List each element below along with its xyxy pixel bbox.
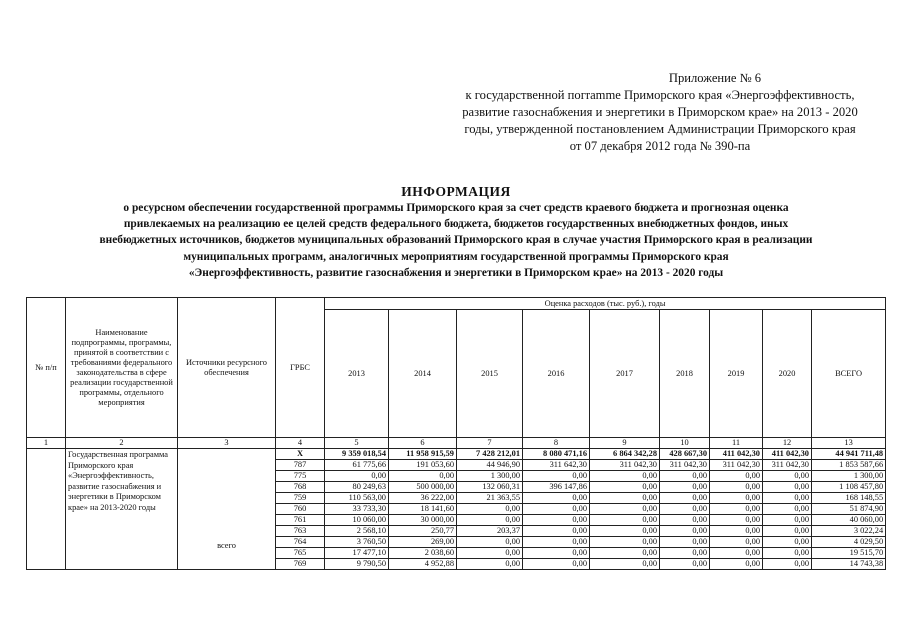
grbs-cell: 759 <box>276 493 325 504</box>
value-cell: 0,00 <box>590 471 660 482</box>
grbs-cell: 787 <box>276 460 325 471</box>
header-year: 2013 <box>325 310 389 438</box>
value-cell: 411 042,30 <box>763 449 812 460</box>
value-cell: 44 946,90 <box>457 460 523 471</box>
value-cell: 0,00 <box>710 471 763 482</box>
value-cell: 0,00 <box>457 559 523 570</box>
value-cell: 1 300,00 <box>457 471 523 482</box>
value-cell: 17 477,10 <box>325 548 389 559</box>
value-cell: 4 952,88 <box>389 559 457 570</box>
column-number: 10 <box>660 438 710 449</box>
value-cell: 0,00 <box>590 493 660 504</box>
appendix-line: развитие газоснабжения и энергетики в Приморском крае» на 2013 - 2020 <box>462 105 858 119</box>
value-cell: 0,00 <box>763 504 812 515</box>
value-cell: 0,00 <box>763 559 812 570</box>
value-cell: 3 760,50 <box>325 537 389 548</box>
value-cell: 0,00 <box>660 559 710 570</box>
value-cell: 0,00 <box>710 515 763 526</box>
source-label: всего <box>178 449 276 570</box>
header-name: Наименование подпрограммы, программы, принятой в соответствии с требованиями федерального законодательства в сфере реализации государственной программы, отдельного мероприятия <box>66 298 178 438</box>
column-number: 7 <box>457 438 523 449</box>
total-cell: 1 108 457,80 <box>812 482 886 493</box>
total-cell: 44 941 711,48 <box>812 449 886 460</box>
header-year: 2020 <box>763 310 812 438</box>
value-cell: 11 958 915,59 <box>389 449 457 460</box>
appendix-line: от 07 декабря 2012 года № 390-па <box>569 139 751 153</box>
resource-table <box>26 297 886 570</box>
value-cell: 9 790,50 <box>325 559 389 570</box>
value-cell: 311 042,30 <box>660 460 710 471</box>
value-cell: 0,00 <box>590 515 660 526</box>
header-year: 2017 <box>590 310 660 438</box>
value-cell: 0,00 <box>523 559 590 570</box>
value-cell: 10 060,00 <box>325 515 389 526</box>
total-cell: 1 853 587,66 <box>812 460 886 471</box>
value-cell: 500 000,00 <box>389 482 457 493</box>
value-cell: 311 042,30 <box>710 460 763 471</box>
header-grbs: ГРБС <box>276 298 325 438</box>
column-number: 11 <box>710 438 763 449</box>
document-heading <box>20 183 892 281</box>
value-cell: 0,00 <box>523 537 590 548</box>
value-cell: 0,00 <box>763 471 812 482</box>
value-cell: 33 733,30 <box>325 504 389 515</box>
value-cell: 269,00 <box>389 537 457 548</box>
value-cell: 0,00 <box>710 526 763 537</box>
grbs-cell: 760 <box>276 504 325 515</box>
appendix-line: годы, утвержденной постановлением Администрации Приморского края <box>464 122 856 136</box>
value-cell: 0,00 <box>523 493 590 504</box>
value-cell: 132 060,31 <box>457 482 523 493</box>
value-cell: 0,00 <box>660 471 710 482</box>
value-cell: 21 363,55 <box>457 493 523 504</box>
header-source: Источники ресурсного обеспечения <box>178 298 276 438</box>
value-cell: 0,00 <box>710 537 763 548</box>
grbs-cell: 761 <box>276 515 325 526</box>
value-cell: 0,00 <box>590 526 660 537</box>
value-cell: 110 563,00 <box>325 493 389 504</box>
total-cell: 168 148,55 <box>812 493 886 504</box>
value-cell: 0,00 <box>763 537 812 548</box>
value-cell: 0,00 <box>660 526 710 537</box>
total-cell: 14 743,38 <box>812 559 886 570</box>
value-cell: 2 568,10 <box>325 526 389 537</box>
value-cell: 0,00 <box>710 482 763 493</box>
value-cell: 203,37 <box>457 526 523 537</box>
value-cell: 0,00 <box>523 548 590 559</box>
value-cell: 0,00 <box>763 548 812 559</box>
value-cell: 411 042,30 <box>710 449 763 460</box>
document-title: ИНФОРМАЦИЯ <box>401 184 511 199</box>
row-number-cell <box>27 449 66 570</box>
value-cell: 250,77 <box>389 526 457 537</box>
appendix-line: к государственной погramme Приморского края «Энергоэффективность, <box>465 88 855 102</box>
grbs-cell: 765 <box>276 548 325 559</box>
column-numbers-row <box>27 438 886 449</box>
column-number: 6 <box>389 438 457 449</box>
heading-line: о ресурсном обеспечении государственной программы Приморского края за счет средств краевого бюджета и прогнозная оценка <box>123 202 789 214</box>
value-cell: 0,00 <box>660 548 710 559</box>
value-cell: 0,00 <box>457 537 523 548</box>
value-cell: 0,00 <box>590 482 660 493</box>
column-number: 3 <box>178 438 276 449</box>
column-number: 1 <box>27 438 66 449</box>
appendix-block <box>440 70 880 155</box>
column-number: 12 <box>763 438 812 449</box>
heading-line: муниципальных программ, аналогичных мероприятиям государственной программы Приморского края <box>183 250 729 263</box>
value-cell: 30 000,00 <box>389 515 457 526</box>
value-cell: 0,00 <box>710 559 763 570</box>
table-row <box>27 449 886 460</box>
heading-line: «Энергоэффективность, развитие газоснабжения и энергетики в Приморском крае» на 2013 - 2020 годы <box>188 266 724 279</box>
value-cell: 0,00 <box>710 548 763 559</box>
header-num: № п/п <box>27 298 66 438</box>
grbs-cell: 769 <box>276 559 325 570</box>
value-cell: 0,00 <box>763 482 812 493</box>
column-number: 13 <box>812 438 886 449</box>
value-cell: 0,00 <box>590 504 660 515</box>
heading-line: внебюджетных источников, бюджетов муниципальных образований Приморского края в случае участия Приморского края в реализации <box>99 234 813 247</box>
value-cell: 0,00 <box>457 515 523 526</box>
grbs-cell: 763 <box>276 526 325 537</box>
value-cell: 0,00 <box>523 471 590 482</box>
value-cell: 0,00 <box>523 526 590 537</box>
total-cell: 1 300,00 <box>812 471 886 482</box>
value-cell: 428 667,30 <box>660 449 710 460</box>
grbs-cell: 768 <box>276 482 325 493</box>
value-cell: 311 642,30 <box>523 460 590 471</box>
header-year-total: ВСЕГО <box>812 310 886 438</box>
value-cell: 191 053,60 <box>389 460 457 471</box>
header-year: 2018 <box>660 310 710 438</box>
value-cell: 0,00 <box>457 548 523 559</box>
value-cell: 0,00 <box>590 559 660 570</box>
value-cell: 0,00 <box>660 493 710 504</box>
program-name: Государственная программа Приморского края «Энергоэффективность, развитие газоснабжения и энергетики в Приморском крае» на 2013-2020 годы <box>66 449 178 570</box>
header-estimate: Оценка расходов (тыс. руб.), годы <box>325 298 886 310</box>
grbs-cell: X <box>276 449 325 460</box>
column-number: 4 <box>276 438 325 449</box>
value-cell: 0,00 <box>660 482 710 493</box>
value-cell: 311 042,30 <box>763 460 812 471</box>
value-cell: 2 038,60 <box>389 548 457 559</box>
column-number: 9 <box>590 438 660 449</box>
value-cell: 0,00 <box>389 471 457 482</box>
total-cell: 51 874,90 <box>812 504 886 515</box>
value-cell: 0,00 <box>710 493 763 504</box>
value-cell: 0,00 <box>660 504 710 515</box>
total-cell: 3 022,24 <box>812 526 886 537</box>
value-cell: 0,00 <box>523 504 590 515</box>
value-cell: 61 775,66 <box>325 460 389 471</box>
value-cell: 6 864 342,28 <box>590 449 660 460</box>
header-year: 2015 <box>457 310 523 438</box>
value-cell: 0,00 <box>457 504 523 515</box>
value-cell: 18 141,60 <box>389 504 457 515</box>
grbs-cell: 764 <box>276 537 325 548</box>
total-cell: 19 515,70 <box>812 548 886 559</box>
value-cell: 311 042,30 <box>590 460 660 471</box>
value-cell: 0,00 <box>590 548 660 559</box>
header-year: 2016 <box>523 310 590 438</box>
value-cell: 0,00 <box>763 526 812 537</box>
column-number: 2 <box>66 438 178 449</box>
header-year: 2019 <box>710 310 763 438</box>
header-year: 2014 <box>389 310 457 438</box>
value-cell: 0,00 <box>325 471 389 482</box>
value-cell: 80 249,63 <box>325 482 389 493</box>
value-cell: 396 147,86 <box>523 482 590 493</box>
column-number: 8 <box>523 438 590 449</box>
value-cell: 0,00 <box>523 515 590 526</box>
value-cell: 0,00 <box>660 537 710 548</box>
value-cell: 0,00 <box>763 493 812 504</box>
grbs-cell: 775 <box>276 471 325 482</box>
total-cell: 4 029,50 <box>812 537 886 548</box>
appendix-title: Приложение № 6 <box>668 71 762 85</box>
value-cell: 36 222,00 <box>389 493 457 504</box>
value-cell: 8 080 471,16 <box>523 449 590 460</box>
value-cell: 0,00 <box>590 537 660 548</box>
heading-line: привлекаемых на реализацию ее целей средств федерального бюджета, бюджетов государственных внебюджетных фондов, иных <box>123 218 789 231</box>
value-cell: 9 359 018,54 <box>325 449 389 460</box>
total-cell: 40 060,00 <box>812 515 886 526</box>
value-cell: 0,00 <box>660 515 710 526</box>
column-number: 5 <box>325 438 389 449</box>
value-cell: 7 428 212,01 <box>457 449 523 460</box>
value-cell: 0,00 <box>710 504 763 515</box>
value-cell: 0,00 <box>763 515 812 526</box>
